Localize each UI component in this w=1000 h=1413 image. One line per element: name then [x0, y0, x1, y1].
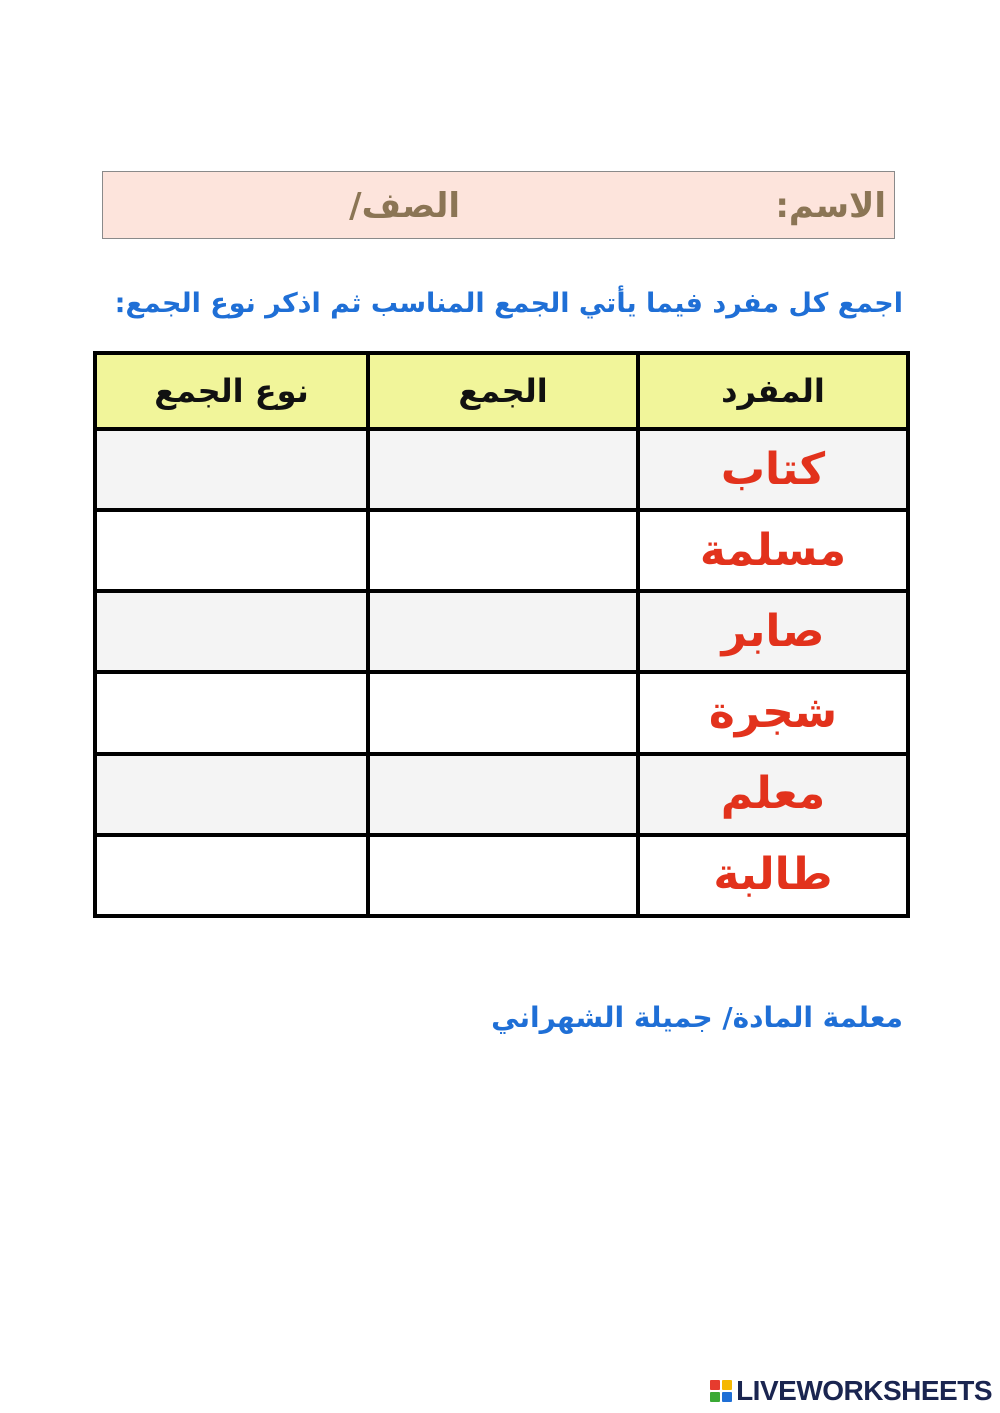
- table-row: [95, 754, 908, 835]
- instruction-text: اجمع كل مفرد فيما يأتي الجمع المناسب ثم اذكر نوع الجمع:: [114, 288, 903, 319]
- singular-cell: [638, 510, 908, 591]
- singular-word: شجرة: [708, 687, 838, 739]
- table-row: [95, 672, 908, 753]
- brand-name: LIVEWORKSHEETS: [736, 1375, 992, 1406]
- singular-cell: [638, 672, 908, 753]
- plural-answer-cell[interactable]: [368, 835, 638, 916]
- singular-word: صابر: [721, 605, 825, 657]
- plural-answer-cell[interactable]: [368, 591, 638, 672]
- type-answer-cell[interactable]: [95, 429, 368, 510]
- class-label: الصف/: [349, 186, 460, 226]
- plural-answer-cell[interactable]: [368, 510, 638, 591]
- singular-word: طالبة: [713, 849, 833, 901]
- singular-word: كتاب: [720, 443, 826, 495]
- column-header-plural: الجمع: [368, 353, 638, 429]
- singular-word: مسلمة: [699, 524, 847, 576]
- brand-footer: [710, 1374, 992, 1408]
- column-header-type: نوع الجمع: [95, 353, 368, 429]
- type-answer-cell[interactable]: [95, 835, 368, 916]
- singular-cell: [638, 591, 908, 672]
- name-class-box: [102, 171, 895, 239]
- plural-answer-cell[interactable]: [368, 429, 638, 510]
- type-answer-cell[interactable]: [95, 672, 368, 753]
- singular-cell: [638, 754, 908, 835]
- name-label: الاسم:: [775, 186, 886, 226]
- liveworksheets-logo-icon: [710, 1380, 732, 1402]
- teacher-name: معلمة المادة/ جميلة الشهراني: [491, 1001, 903, 1034]
- column-header-singular: المفرد: [638, 353, 908, 429]
- singular-cell: [638, 835, 908, 916]
- type-answer-cell[interactable]: [95, 591, 368, 672]
- plural-table: [93, 351, 910, 918]
- table-row: [95, 510, 908, 591]
- type-answer-cell[interactable]: [95, 510, 368, 591]
- table-row: [95, 429, 908, 510]
- table-row: [95, 835, 908, 916]
- plural-answer-cell[interactable]: [368, 754, 638, 835]
- table-row: [95, 591, 908, 672]
- singular-word: معلم: [720, 768, 826, 820]
- type-answer-cell[interactable]: [95, 754, 368, 835]
- plural-answer-cell[interactable]: [368, 672, 638, 753]
- table-header-row: [95, 353, 908, 429]
- singular-cell: [638, 429, 908, 510]
